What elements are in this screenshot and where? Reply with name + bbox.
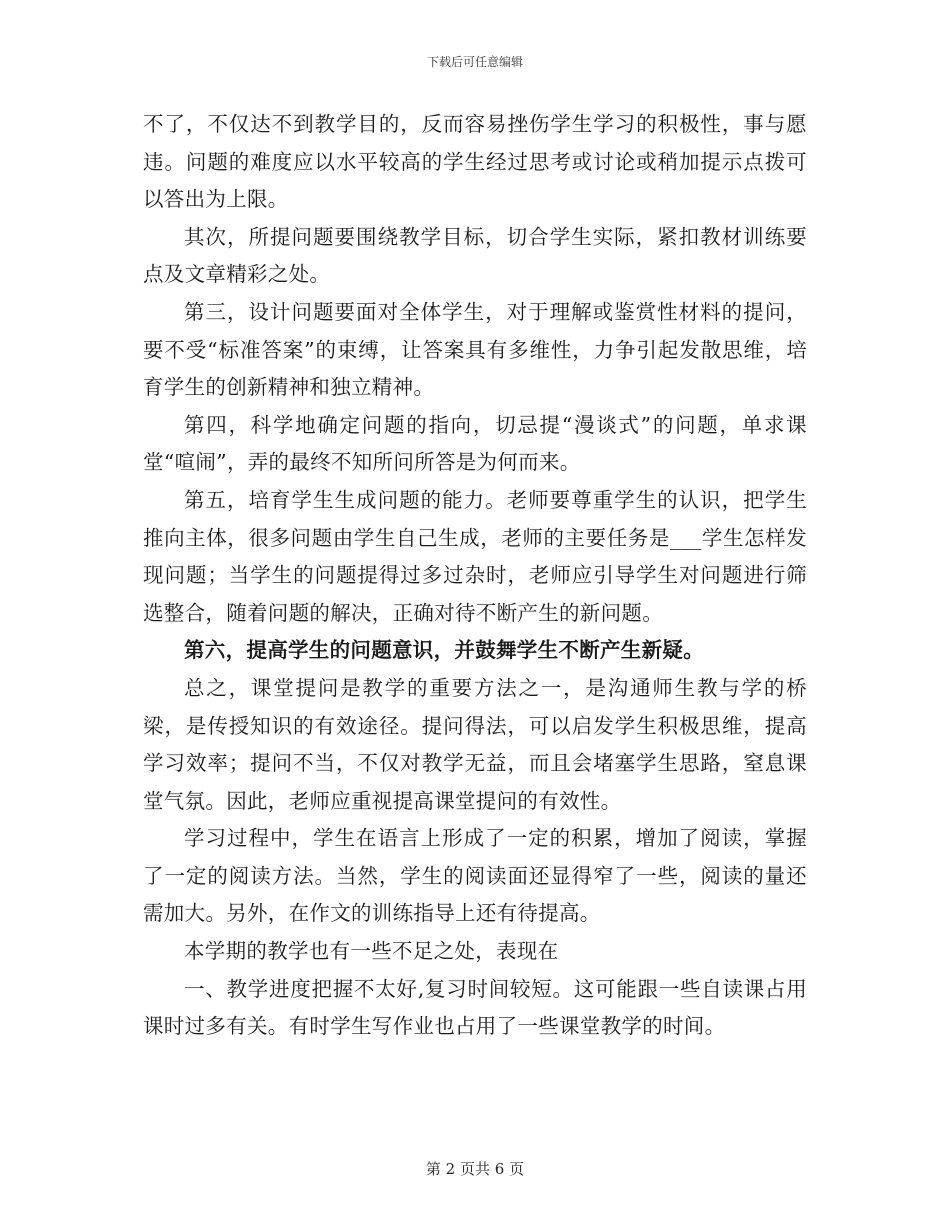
paragraph-7: 总之，课堂提问是教学的重要方法之一，是沟通师生教与学的桥梁，是传授知识的有效途径。提问得法，可以启发学生积极思维，提高学习效率；提问不当，不仅对教学无益，而且会堵塞学生思路，窒息课堂气氛。因此，老师应重视提高课堂提问的有效性。 [143,675,807,813]
paragraph-5: 第五，培育学生生成问题的能力。老师要尊重学生的认识，把学生推向主体，很多问题由学生自己生成，老师的主要任务是___学生怎样发现问题；当学生的问题提得过多过杂时，老师应引导学生对问题进行筛选整合，随着问题的解决，正确对待不断产生的新问题。 [143,487,807,625]
paragraph-8: 学习过程中，学生在语言上形成了一定的积累，增加了阅读，掌握了一定的阅读方法。当然，学生的阅读面还显得窄了一些，阅读的量还需加大。另外，在作文的训练指导上还有待提高。 [143,826,807,926]
document-body [143,106,807,1046]
paragraph-10: 一、教学进度把握不太好,复习时间较短。这可能跟一些自读课占用课时过多有关。有时学生写作业也占用了一些课堂教学的时间。 [143,976,807,1039]
paragraph-6-bold: 第六，提高学生的问题意识，并鼓舞学生不断产生新疑。 [184,638,704,663]
page-header-note: 下载后可任意编辑 [426,55,523,69]
paragraph-4: 第四，科学地确定问题的指向，切忌提“漫谈式”的问题，单求课堂“喧闹”，弄的最终不知所问所答是为何而来。 [143,412,807,475]
page-number: 第 2 页共 6 页 [425,1160,525,1178]
paragraph-2: 其次，所提问题要围绕教学目标，切合学生实际，紧扣教材训练要点及文章精彩之处。 [143,224,807,287]
paragraph-1: 不了，不仅达不到教学目的，反而容易挫伤学生学习的积极性，事与愿违。问题的难度应以水平较高的学生经过思考或讨论或稍加提示点拨可以答出为上限。 [143,112,807,212]
paragraph-9: 本学期的教学也有一些不足之处，表现在 [184,939,559,964]
paragraph-3: 第三，设计问题要面对全体学生，对于理解或鉴赏性材料的提问，要不受“标准答案”的束缚，让答案具有多维性，力争引起发散思维，培育学生的创新精神和独立精神。 [143,299,807,400]
